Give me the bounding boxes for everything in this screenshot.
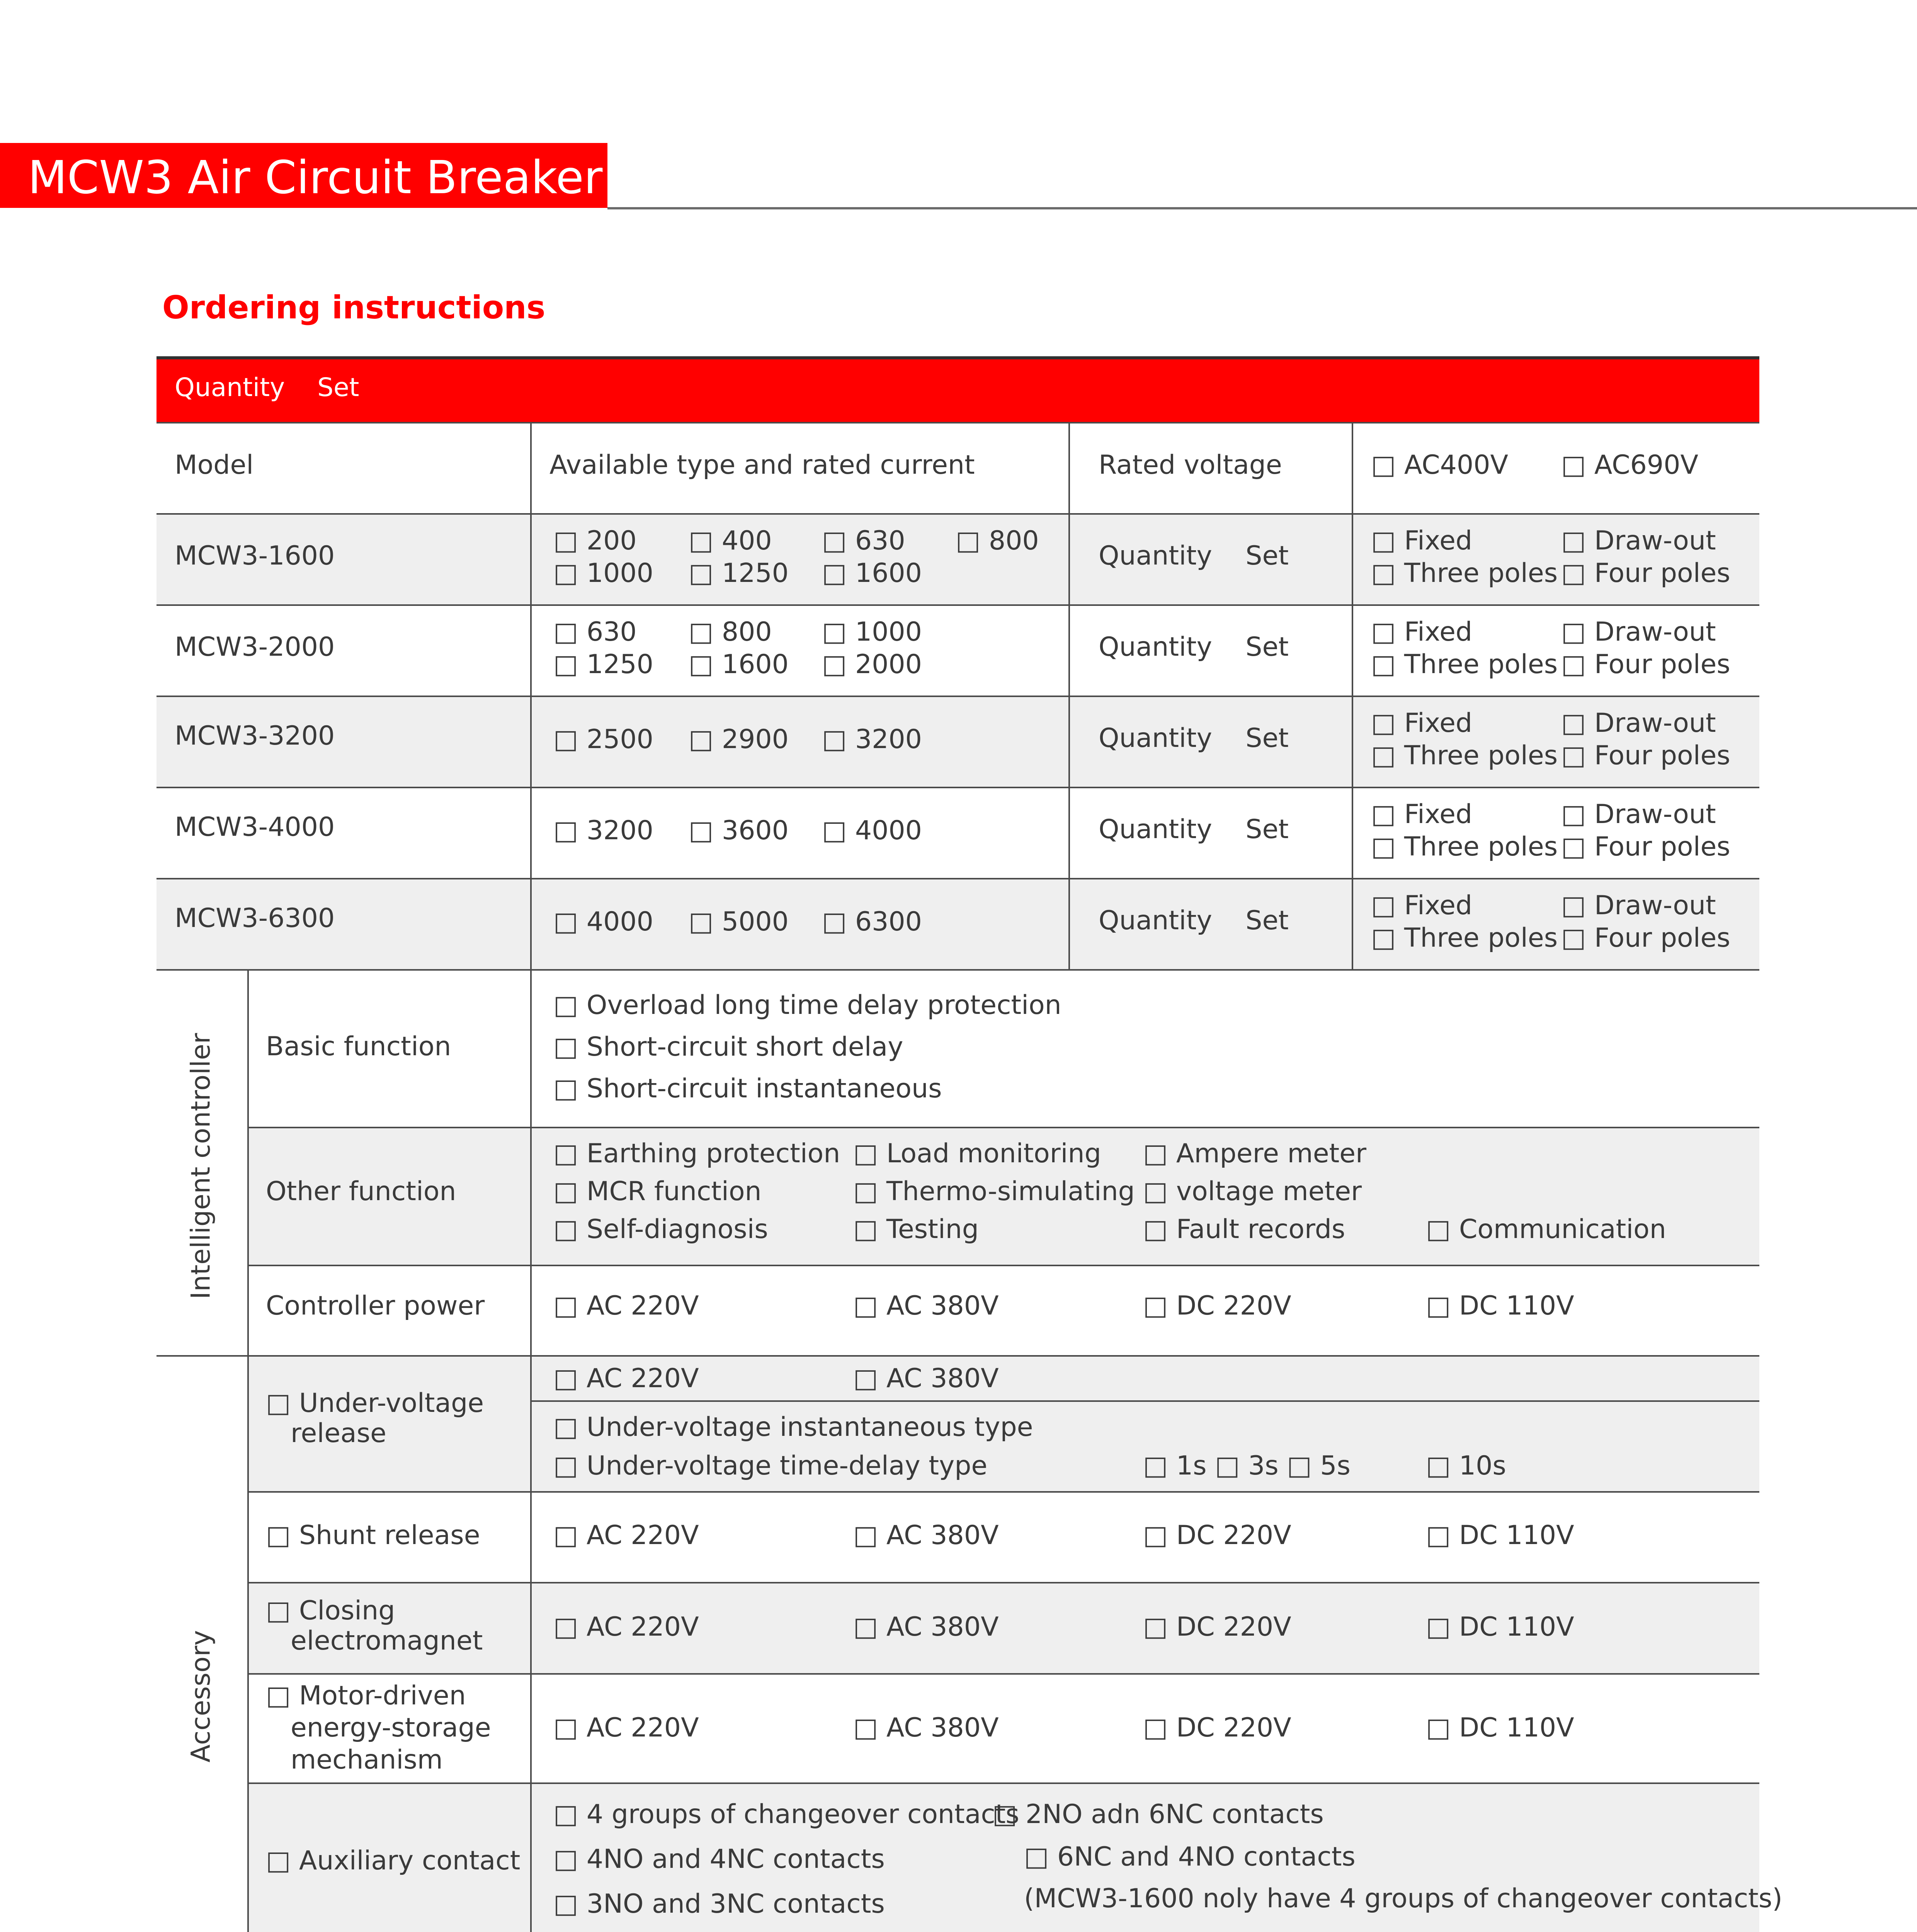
current-option[interactable]: □ 1250: [689, 558, 789, 588]
basic-function-label: Basic function: [266, 1031, 451, 1062]
model-name: MCW3-4000: [175, 812, 335, 842]
table-top-rule: [156, 356, 1759, 359]
other-function-option[interactable]: □ Earthing protection: [553, 1138, 840, 1169]
undervoltage-type-option[interactable]: □ Under-voltage time-delay type: [553, 1451, 988, 1481]
closing-electromagnet-option[interactable]: □ DC 220V: [1143, 1612, 1291, 1642]
current-option[interactable]: □ 1600: [822, 558, 922, 588]
model-name: MCW3-3200: [175, 721, 335, 751]
accessory-label: Accessory: [185, 1630, 216, 1763]
undervoltage-type-option[interactable]: □ Under-voltage instantaneous type: [553, 1412, 1033, 1442]
other-function-option[interactable]: □ Ampere meter: [1143, 1138, 1367, 1169]
closing-electromagnet-label-line2: electromagnet: [291, 1626, 483, 1656]
checkbox-ac400v[interactable]: □ AC400V: [1371, 450, 1508, 480]
auxiliary-contact-option[interactable]: □ 6NC and 4NO contacts: [1024, 1842, 1356, 1872]
current-option[interactable]: □ 200: [553, 526, 637, 556]
undervoltage-voltage-option[interactable]: □ AC 380V: [853, 1363, 999, 1394]
current-option[interactable]: □ 1250: [553, 649, 653, 680]
quantity-set: Quantity Set: [1099, 541, 1289, 571]
col-header-rated-voltage: Rated voltage: [1099, 450, 1282, 480]
current-option[interactable]: □ 630: [822, 526, 905, 556]
pole-option[interactable]: □ Four poles: [1561, 740, 1730, 771]
motor-mechanism-option[interactable]: □ AC 380V: [853, 1713, 999, 1743]
quantity-set: Quantity Set: [1099, 723, 1289, 753]
auxiliary-contact-option[interactable]: □ 2NO adn 6NC contacts: [992, 1799, 1324, 1830]
pole-option[interactable]: □ Four poles: [1561, 923, 1730, 953]
banner-label: Quantity Set: [175, 372, 359, 402]
current-option[interactable]: □ 6300: [822, 906, 922, 937]
other-function-option[interactable]: □ MCR function: [553, 1176, 762, 1207]
pole-option[interactable]: □ Three poles: [1371, 740, 1558, 771]
current-option[interactable]: □ 1000: [822, 617, 922, 647]
current-option[interactable]: □ 1000: [553, 558, 653, 588]
current-option[interactable]: □ 4000: [553, 906, 653, 937]
mount-option[interactable]: □ Draw-out: [1561, 799, 1716, 830]
current-option[interactable]: □ 5000: [689, 906, 789, 937]
pole-option[interactable]: □ Four poles: [1561, 832, 1730, 862]
motor-mechanism-label[interactable]: □ Motor-driven: [266, 1680, 466, 1711]
undervoltage-delay-10s[interactable]: □ 10s: [1426, 1451, 1506, 1481]
pole-option[interactable]: □ Four poles: [1561, 558, 1730, 588]
mount-option[interactable]: □ Fixed: [1371, 799, 1473, 830]
mount-option[interactable]: □ Fixed: [1371, 526, 1473, 556]
closing-electromagnet-option[interactable]: □ DC 110V: [1426, 1612, 1574, 1642]
other-function-label: Other function: [266, 1176, 456, 1207]
undervoltage-delay-options[interactable]: □ 1s □ 3s □ 5s: [1143, 1451, 1351, 1481]
model-name: MCW3-6300: [175, 903, 335, 934]
col-header-model: Model: [175, 450, 254, 480]
pole-option[interactable]: □ Three poles: [1371, 832, 1558, 862]
mount-option[interactable]: □ Fixed: [1371, 890, 1473, 921]
pole-option[interactable]: □ Three poles: [1371, 558, 1558, 588]
other-function-option[interactable]: □ Load monitoring: [853, 1138, 1101, 1169]
controller-power-option[interactable]: □ AC 380V: [853, 1291, 999, 1321]
auxiliary-contact-option[interactable]: □ 4NO and 4NC contacts: [553, 1844, 885, 1874]
other-function-option[interactable]: □ Communication: [1426, 1214, 1666, 1245]
current-option[interactable]: □ 800: [956, 526, 1039, 556]
controller-power-option[interactable]: □ DC 110V: [1426, 1291, 1574, 1321]
current-option[interactable]: □ 3200: [553, 815, 653, 846]
other-function-option[interactable]: □ Thermo-simulating: [853, 1176, 1135, 1207]
section-title: Ordering instructions: [162, 289, 546, 326]
other-function-option[interactable]: □ Testing: [853, 1214, 979, 1245]
quantity-set: Quantity Set: [1099, 632, 1289, 662]
col-header-available: Available type and rated current: [549, 450, 975, 480]
current-option[interactable]: □ 2900: [689, 724, 789, 755]
motor-mechanism-label-line3: mechanism: [291, 1745, 443, 1775]
undervoltage-voltage-option[interactable]: □ AC 220V: [553, 1363, 699, 1394]
shunt-release-option[interactable]: □ DC 220V: [1143, 1520, 1291, 1551]
other-function-option[interactable]: □ Fault records: [1143, 1214, 1345, 1245]
model-name: MCW3-2000: [175, 632, 335, 662]
motor-mechanism-option[interactable]: □ DC 110V: [1426, 1713, 1574, 1743]
basic-function-option[interactable]: □ Short-circuit short delay: [553, 1032, 903, 1062]
quantity-set: Quantity Set: [1099, 905, 1289, 936]
mount-option[interactable]: □ Draw-out: [1561, 526, 1716, 556]
model-name: MCW3-1600: [175, 541, 335, 571]
auxiliary-contact-option[interactable]: □ 4 groups of changeover contacts: [553, 1799, 1019, 1830]
pole-option[interactable]: □ Three poles: [1371, 923, 1558, 953]
auxiliary-contact-option[interactable]: □ 3NO and 3NC contacts: [553, 1889, 885, 1919]
other-function-option[interactable]: □ voltage meter: [1143, 1176, 1362, 1207]
undervoltage-label[interactable]: □ Under-voltage: [266, 1388, 484, 1418]
basic-function-option[interactable]: □ Overload long time delay protection: [553, 990, 1061, 1020]
controller-power-label: Controller power: [266, 1291, 485, 1321]
motor-mechanism-label-line2: energy-storage: [291, 1713, 491, 1743]
mount-option[interactable]: □ Fixed: [1371, 708, 1473, 738]
table-banner: [156, 359, 1759, 422]
page-title: MCW3 Air Circuit Breaker: [28, 151, 603, 204]
pole-option[interactable]: □ Three poles: [1371, 649, 1558, 680]
closing-electromagnet-option[interactable]: □ AC 220V: [553, 1612, 699, 1642]
current-option[interactable]: □ 2500: [553, 724, 653, 755]
controller-power-option[interactable]: □ AC 220V: [553, 1291, 699, 1321]
current-option[interactable]: □ 2000: [822, 649, 922, 680]
undervoltage-label-line2: release: [291, 1418, 386, 1449]
auxiliary-contact-label[interactable]: □ Auxiliary contact: [266, 1845, 520, 1876]
header-rule: [607, 207, 1917, 209]
basic-function-option[interactable]: □ Short-circuit instantaneous: [553, 1073, 942, 1104]
motor-mechanism-option[interactable]: □ DC 220V: [1143, 1713, 1291, 1743]
current-option[interactable]: □ 800: [689, 617, 772, 647]
mount-option[interactable]: □ Draw-out: [1561, 708, 1716, 738]
closing-electromagnet-option[interactable]: □ AC 380V: [853, 1612, 999, 1642]
auxiliary-contact-note: (MCW3-1600 noly have 4 groups of changeover contacts): [1024, 1883, 1783, 1914]
intelligent-controller-label: Intelligent controller: [185, 1033, 216, 1299]
current-option[interactable]: □ 400: [689, 526, 772, 556]
mount-option[interactable]: □ Fixed: [1371, 617, 1473, 647]
shunt-release-option[interactable]: □ DC 110V: [1426, 1520, 1574, 1551]
mount-option[interactable]: □ Draw-out: [1561, 617, 1716, 647]
controller-power-option[interactable]: □ DC 220V: [1143, 1291, 1291, 1321]
current-option[interactable]: □ 630: [553, 617, 637, 647]
pole-option[interactable]: □ Four poles: [1561, 649, 1730, 680]
checkbox-ac690v[interactable]: □ AC690V: [1561, 450, 1698, 480]
current-option[interactable]: □ 3600: [689, 815, 789, 846]
closing-electromagnet-label[interactable]: □ Closing: [266, 1595, 395, 1626]
motor-mechanism-option[interactable]: □ AC 220V: [553, 1713, 699, 1743]
shunt-release-option[interactable]: □ AC 220V: [553, 1520, 699, 1551]
current-option[interactable]: □ 4000: [822, 815, 922, 846]
current-option[interactable]: □ 1600: [689, 649, 789, 680]
shunt-release-option[interactable]: □ AC 380V: [853, 1520, 999, 1551]
mount-option[interactable]: □ Draw-out: [1561, 890, 1716, 921]
quantity-set: Quantity Set: [1099, 814, 1289, 845]
current-option[interactable]: □ 3200: [822, 724, 922, 755]
shunt-release-label[interactable]: □ Shunt release: [266, 1520, 480, 1551]
other-function-option[interactable]: □ Self-diagnosis: [553, 1214, 768, 1245]
